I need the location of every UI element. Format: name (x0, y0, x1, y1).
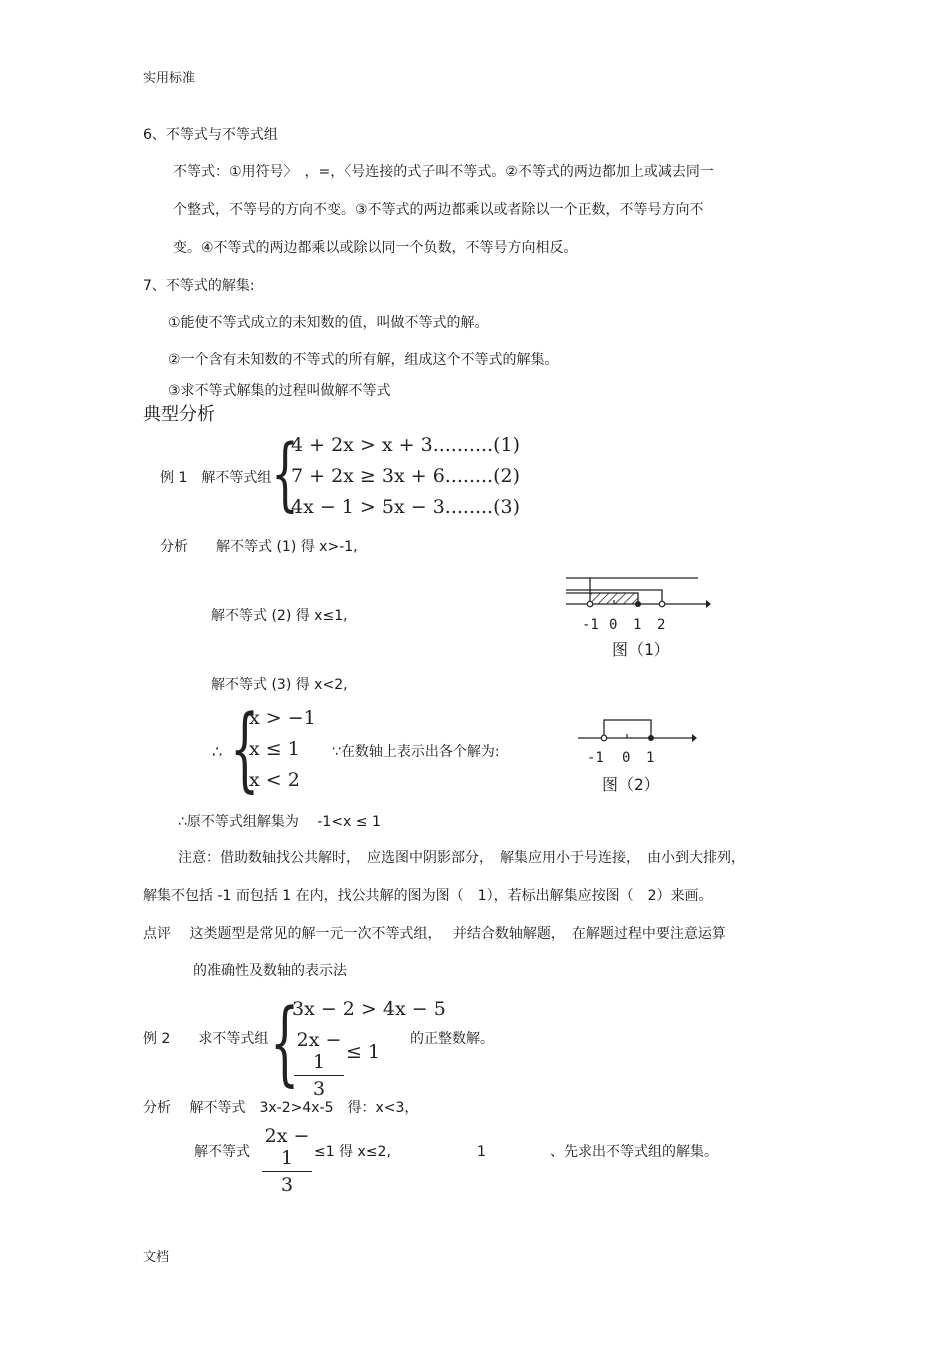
inequality-1: 4 + 2x > x + 3..........(1) (291, 434, 521, 456)
example-1-label: 例 1 解不等式组 (160, 470, 272, 486)
fraction-numerator: 2x − 1 (264, 1125, 310, 1169)
open-point-2 (659, 601, 665, 607)
inequality-3: 4x − 1 > 5x − 3........(3) (291, 496, 521, 518)
fraction-denominator: 3 (280, 1174, 294, 1196)
axis-arrow (706, 600, 711, 608)
inequality-ex2-2-tail: ≤ 1 (346, 1041, 381, 1063)
tick-label: -1 (587, 750, 604, 766)
example-2-analysis-2-prefix: 解不等式 (194, 1144, 250, 1160)
system-brace: { (271, 427, 299, 520)
analysis-step-2: 解不等式 (2) 得 x≤1, (211, 608, 348, 624)
figure-1-caption: 图（1） (612, 640, 670, 659)
section-7-title: 7、不等式的解集: (143, 278, 255, 294)
review-line-1: 点评 这类题型是常见的解一元一次不等式组， 并结合数轴解题， 在解题过程中要注意运算 (143, 926, 726, 942)
figure-2-caption: 图（2） (602, 775, 660, 794)
inequality-2: 7 + 2x ≥ 3x + 6........(2) (291, 465, 521, 487)
tick-label: 2 (657, 617, 666, 633)
inequality-ex2-1: 3x − 2 > 4x − 5 (292, 998, 446, 1020)
fraction-bar (262, 1171, 312, 1172)
fraction-numerator: 2x − 1 (296, 1029, 342, 1073)
system-brace-2: { (270, 989, 300, 1096)
solution-condition-2: x ≤ 1 (249, 738, 300, 760)
fraction-ex2-analysis (262, 1125, 312, 1196)
analysis-step-3: 解不等式 (3) 得 x<2, (211, 677, 348, 693)
solution-result: ∴原不等式组解集为 -1<x ≤ 1 (178, 814, 381, 830)
page-header: 实用标准 (143, 71, 196, 86)
fraction-bar (294, 1075, 344, 1076)
example-2-analysis-2-result: ≤1 得 x≤2, (314, 1144, 391, 1160)
open-point-neg1 (601, 735, 607, 741)
step-number: 1 (477, 1144, 486, 1160)
closed-point-1 (648, 735, 654, 741)
section-7-item-2: ②一个含有未知数的不等式的所有解，组成这个不等式的解集。 (168, 352, 559, 368)
section-7-item-3: ③求不等式解集的过程叫做解不等式 (168, 383, 391, 399)
example-2-suffix: 的正整数解。 (410, 1031, 494, 1047)
fraction-denominator: 3 (312, 1078, 326, 1100)
typical-analysis-heading: 典型分析 (143, 404, 215, 425)
number-line-figure-2 (570, 710, 710, 800)
analysis-step-1: 分析 解不等式 (1) 得 x>-1, (160, 539, 358, 555)
axis-arrow (692, 734, 697, 742)
tick-label: 1 (633, 617, 642, 633)
closed-point-1 (635, 601, 641, 607)
tick-label: 1 (646, 750, 655, 766)
tick-label: 0 (609, 617, 618, 633)
note-line-2: 解集不包括 -1 而包括 1 在内，找公共解的图为图（ 1），若标出解集应按图（ 2）来画。 (143, 888, 713, 904)
solution-condition-1: x > −1 (249, 707, 316, 729)
number-line-figure-1 (560, 565, 720, 665)
example-2-label: 例 2 求不等式组 (143, 1031, 269, 1047)
section-6-line-2: 个整式，不等号的方向不变。③不等式的两边都乘以或者除以一个正数，不等号方向不 (173, 202, 704, 218)
section-6-line-3: 变。④不等式的两边都乘以或除以同一个负数，不等号方向相反。 (173, 240, 578, 256)
open-point-neg1 (587, 601, 593, 607)
example-2-analysis-2-tail: 、先求出不等式组的解集。 (550, 1144, 718, 1160)
therefore-symbol: ∴ (212, 742, 223, 761)
fraction-ex2 (294, 1029, 344, 1100)
note-line-1: 注意：借助数轴找公共解时， 应选图中阴影部分， 解集应用小于号连接， 由小到大排列， (178, 850, 745, 866)
section-6-title: 6、不等式与不等式组 (143, 127, 278, 143)
review-line-2: 的准确性及数轴的表示法 (193, 963, 347, 979)
solution-brace: { (230, 695, 260, 802)
page-footer: 文档 (143, 1250, 170, 1265)
tick-label: -1 (582, 617, 599, 633)
because-statement: ∵在数轴上表示出各个解为: (332, 744, 500, 760)
example-2-analysis-1: 分析 解不等式 3x-2>4x-5 得：x<3， (143, 1100, 419, 1116)
section-7-item-1: ①能使不等式成立的未知数的值，叫做不等式的解。 (168, 315, 489, 331)
tick-label: 0 (622, 750, 631, 766)
section-6-line-1: 不等式：①用符号〉 ，=，〈号连接的式子叫不等式。②不等式的两边都加上或减去同一 (173, 164, 714, 180)
solution-condition-3: x < 2 (249, 769, 300, 791)
